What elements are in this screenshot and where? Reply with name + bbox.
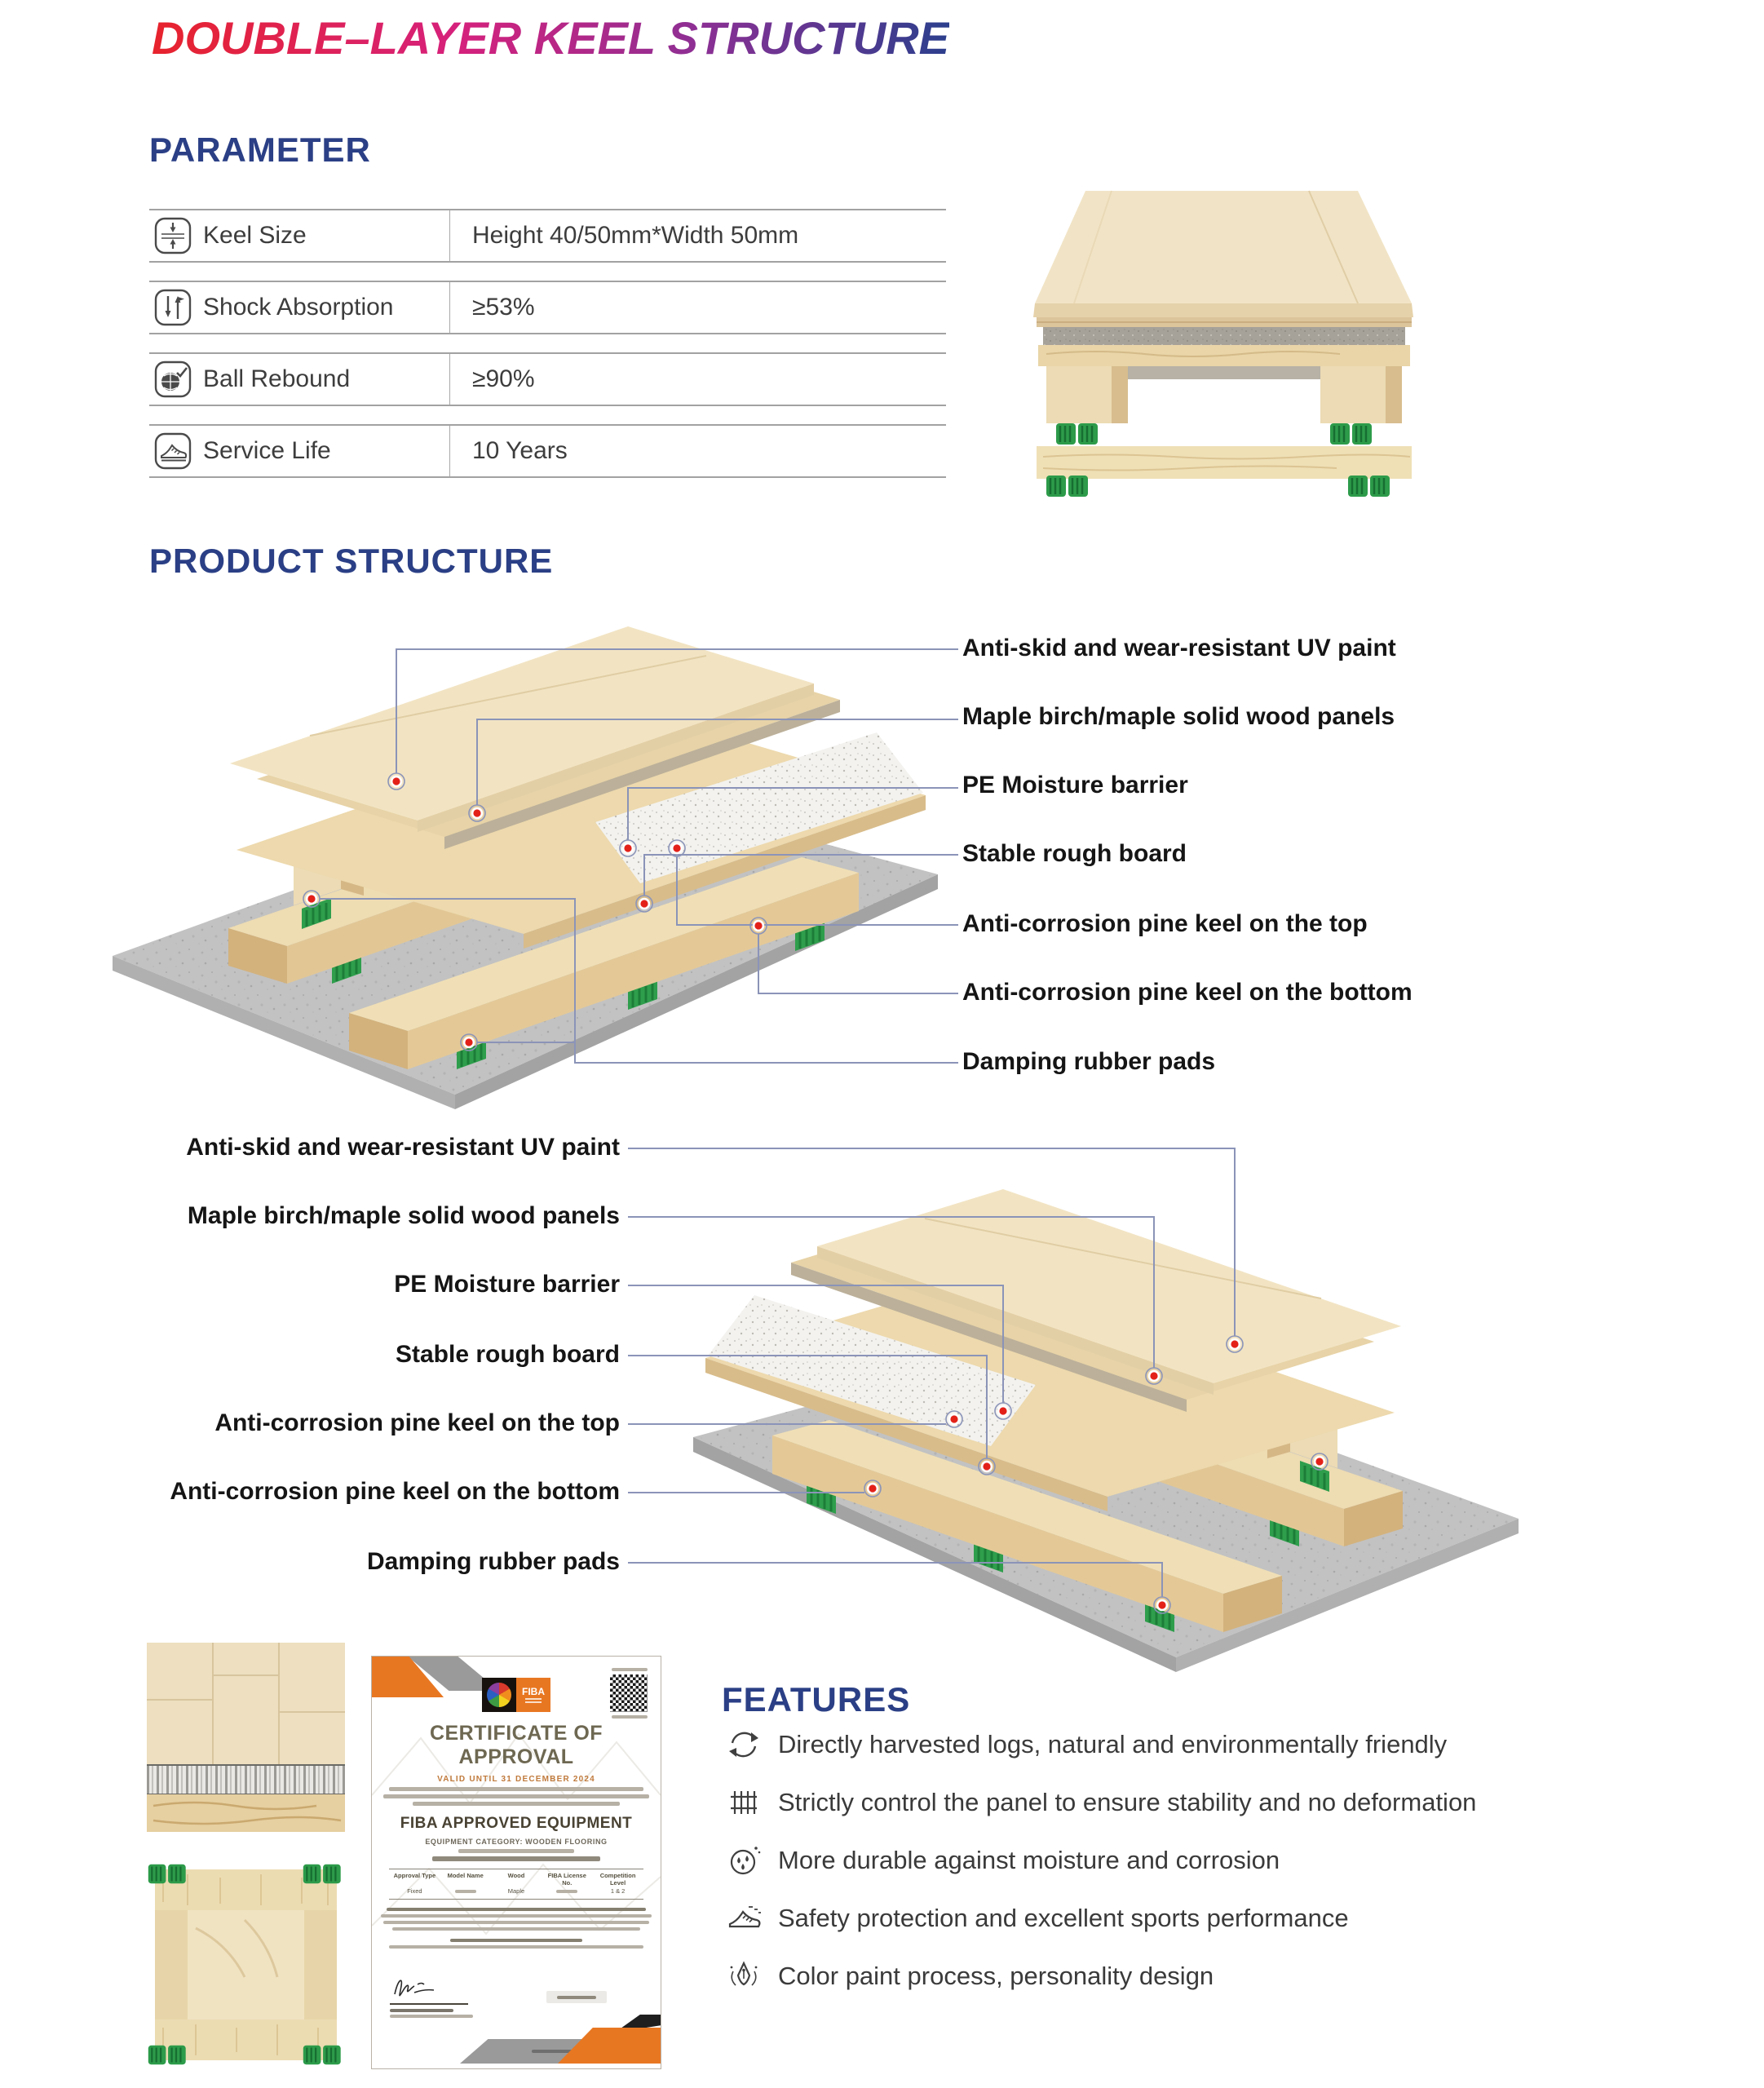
structure-label: Anti-corrosion pine keel on the bottom [962,979,1413,1006]
row-value: ≥53% [472,294,535,321]
structure-label: PE Moisture barrier [962,772,1188,798]
column-divider [449,354,450,405]
moisture-resistance-icon [724,1841,763,1880]
column-divider [449,426,450,476]
service-life-icon [154,432,192,470]
structure-label: Stable rough board [962,840,1187,867]
structure-label: Damping rubber pads [366,1548,620,1575]
certificate-validity: VALID UNTIL 31 DECEMBER 2024 [437,1775,595,1784]
cert-col-header: Model Name [447,1872,484,1879]
certificate-date [546,1991,607,2003]
features-heading: FEATURES [722,1680,911,1719]
parameter-heading: PARAMETER [149,130,371,169]
cert-cell: Fixed [407,1887,422,1896]
feature-text: More durable against moisture and corrosion [778,1846,1280,1874]
feature-item [724,1898,1349,1939]
ball-rebound-icon [154,361,192,398]
product-sample-photo [989,181,1446,498]
table-row [149,424,946,478]
table-row [149,352,946,406]
structure-label: Anti-corrosion pine keel on the top [214,1409,620,1436]
row-value: ≥90% [472,365,535,392]
qr-caption [612,1668,648,1671]
structure-label: PE Moisture barrier [394,1271,620,1298]
row-label: Keel Size [203,222,307,249]
fiba-logo-text: FIBA [522,1686,545,1697]
certificate-table [389,1869,643,1900]
flooring-cross-section-photo [147,1643,345,1853]
feature-text: Strictly control the panel to ensure stability and no deformation [778,1788,1477,1816]
cert-cell: Maple [507,1887,525,1896]
feature-text: Safety protection and excellent sports performance [778,1904,1349,1932]
cert-cell [440,1887,491,1896]
recycle-icon [724,1725,763,1764]
page-title: DOUBLE–LAYER KEEL STRUCTURE [152,12,950,64]
cert-col-header: Competition Level [599,1872,636,1887]
structure-label: Damping rubber pads [962,1048,1216,1075]
keel-frame-top-view-photo [147,1863,345,2067]
feature-item [724,1724,1447,1765]
cert-col-header: Approval Type [393,1872,436,1879]
feature-item [724,1840,1280,1881]
cert-col-header: FIBA License No. [547,1872,586,1887]
structure-label: Maple birch/maple solid wood panels [962,703,1395,730]
structure-label: Maple birch/maple solid wood panels [187,1202,620,1229]
exploded-view-diagram-bottom [628,1134,1550,1672]
fiba-certificate [371,1656,661,2069]
product-structure-heading: PRODUCT STRUCTURE [149,542,554,580]
table-row [149,281,946,334]
feature-text: Directly harvested logs, natural and environmentally friendly [778,1730,1448,1758]
panel-control-icon [724,1783,763,1822]
feature-item [724,1782,1476,1823]
shock-absorption-icon [154,289,192,326]
column-divider [449,282,450,333]
qr-code [610,1674,648,1712]
cert-col-header: Wood [507,1872,525,1879]
structure-label: Anti-skid and wear-resistant UV paint [186,1134,620,1161]
feature-item [724,1956,1214,1997]
structure-label: Stable rough board [395,1341,620,1368]
row-label: Ball Rebound [203,365,351,392]
row-value: 10 Years [472,437,568,464]
table-row [149,209,946,263]
certificate-category: EQUIPMENT CATEGORY: WOODEN FLOORING [425,1838,608,1846]
row-label: Shock Absorption [203,294,394,321]
column-divider [449,210,450,261]
certificate-equipment: FIBA APPROVED EQUIPMENT [400,1815,633,1832]
row-label: Service Life [203,437,331,464]
cert-cell [542,1887,592,1896]
keel-size-icon [154,217,192,254]
sports-shoe-icon [724,1899,763,1938]
certificate-title: CERTIFICATE OF APPROVAL [429,1722,603,1768]
row-value: Height 40/50mm*Width 50mm [472,222,799,249]
paint-pen-icon [724,1957,763,1996]
structure-label: Anti-skid and wear-resistant UV paint [962,635,1396,661]
fiba-globe-icon [487,1683,511,1707]
qr-caption [612,1715,648,1719]
exploded-view-diagram-top [106,604,958,1126]
signature [390,1970,473,2018]
feature-text: Color paint process, personality design [778,1962,1214,1990]
structure-label: Anti-corrosion pine keel on the bottom [170,1478,620,1505]
parameter-table [149,209,946,496]
structure-label: Anti-corrosion pine keel on the top [962,910,1368,937]
cert-cell: 1 & 2 [610,1887,626,1896]
